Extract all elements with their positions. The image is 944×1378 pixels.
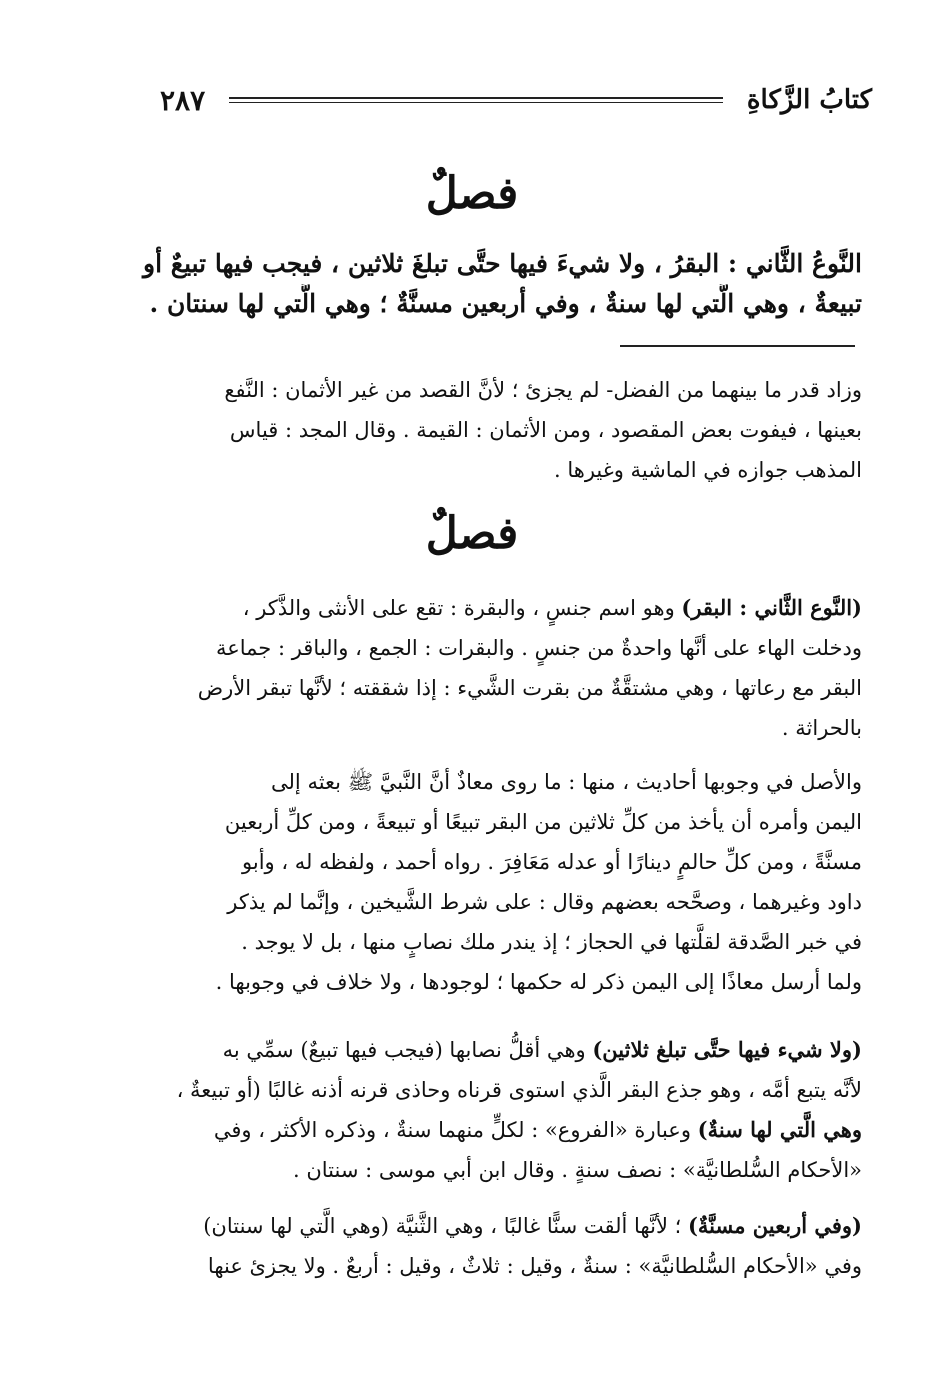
line-text: وهي أقلُّ نصابها (فيجب فيها تبيعٌ) سمِّي به	[222, 1038, 593, 1062]
header-rule	[229, 97, 723, 103]
commentary-line: «الأحكام السُّلطانيَّة» : نصف سنةٍ . وقال ابن أبي موسى : سنتان .	[292, 1158, 862, 1182]
page-header	[160, 80, 872, 120]
commentary-line	[120, 1030, 862, 1070]
commentary-line: لأنَّه يتبع أمَّه ، وهو جذع البقر الَّذي استوى قرناه وحاذى قرنه أذنه غالبًا (أو تبيعةٌ ،	[176, 1078, 862, 1102]
commentary-line: والأصل في وجوبها أحاديث ، منها : ما روى معاذٌ أنَّ النَّبيَّ ﷺ بعثه إلى	[271, 770, 862, 794]
commentary-paragraph	[120, 1206, 862, 1286]
quoted-matn: وهي الَّتي لها سنةٌ)	[697, 1117, 862, 1142]
quoted-matn: (النَّوع الثَّاني : البقر)	[681, 595, 862, 620]
matn-line: النَّوعُ الثَّاني : البقرُ ، ولا شيءَ فيها حتَّى تبلغَ ثلاثين ، فيجب فيها تبيعٌ أو	[143, 249, 862, 278]
commentary-line: البقر مع رعاتها ، وهي مشتقَّةٌ من بقرت الشَّيء : إذا شققته ؛ لأنَّها تبقر الأرض	[197, 676, 862, 700]
section-heading: فصلٌ	[425, 508, 519, 559]
commentary-line	[120, 1110, 862, 1150]
commentary-line: المذهب جوازه في الماشية وغيرها .	[554, 458, 862, 482]
page-number: ٢٨٧	[160, 83, 206, 117]
commentary-paragraph	[120, 588, 862, 748]
section-heading: فصلٌ	[425, 168, 519, 219]
commentary-paragraph	[120, 1030, 862, 1190]
commentary-line	[120, 588, 862, 628]
line-text: وعبارة «الفروع» : لكلٍّ منهما سنةٌ ، وذكره الأكثر ، وفي	[213, 1118, 698, 1142]
commentary-top	[120, 370, 862, 490]
commentary-line: مسنَّةً ، ومن كلِّ حالمٍ دينارًا أو عدله مَعَافِرَ . رواه أحمد ، ولفظه له ، وأبو	[242, 850, 862, 874]
commentary-line: اليمن وأمره أن يأخذ من كلِّ ثلاثين من البقر تبيعًا أو تبيعةً ، ومن كلِّ أربعين	[224, 810, 862, 834]
commentary-line: وفي «الأحكام السُّلطانيَّة» : سنةٌ ، وقيل : ثلاثٌ ، وقيل : أربعٌ . ولا يجزئ عنها	[207, 1254, 862, 1278]
commentary-line: وزاد قدر ما بينهما من الفضل- لم يجزئ ؛ لأنَّ القصد من غير الأثمان : النَّفع	[224, 378, 862, 402]
commentary-line: ولما أرسل معاذًا إلى اليمن ذكر له حكمها ؛ لوجودها ، ولا خلاف في وجوبها .	[215, 970, 862, 994]
commentary-paragraph	[120, 762, 862, 1002]
commentary-line: ودخلت الهاء على أنَّها واحدةٌ من جنسٍ . والبقرات : الجمع ، والباقر : جماعة	[215, 636, 862, 660]
quoted-matn: (ولا شيء فيها حتَّى تبلغ ثلاثين)	[592, 1037, 862, 1062]
book-title: كتابُ الزَّكاةِ	[746, 85, 872, 115]
commentary-line: داود وغيرهما ، وصحَّحه بعضهم وقال : على شرط الشَّيخين ، وإنَّما لم يذكر	[227, 890, 862, 914]
matn-line: تبيعةٌ ، وهي الَّتي لها سنةٌ ، وفي أربعين مسنَّةٌ ؛ وهي الَّتي لها سنتان .	[149, 289, 862, 318]
commentary-line	[120, 1206, 862, 1246]
commentary-line: في خبر الصَّدقة لقلَّتها في الحجاز ؛ إذ يندر ملك نصابٍ منها ، بل لا يوجد .	[241, 930, 862, 954]
footnote-divider	[620, 345, 855, 347]
matn-text	[120, 244, 862, 324]
line-text: ؛ لأنَّها ألقت سنًّا غالبًا ، وهي الثَّنيَّة (وهي الَّتي لها سنتان)	[203, 1214, 688, 1238]
line-text: وهو اسم جنسٍ ، والبقرة : تقع على الأنثى والذَّكر ،	[242, 596, 682, 620]
commentary-line: بالحراثة .	[781, 716, 862, 740]
commentary-line: بعينها ، فيفوت بعض المقصود ، ومن الأثمان : القيمة . وقال المجد : قياس	[229, 418, 862, 442]
quoted-matn: (وفي أربعين مسنَّةٌ)	[687, 1213, 862, 1238]
